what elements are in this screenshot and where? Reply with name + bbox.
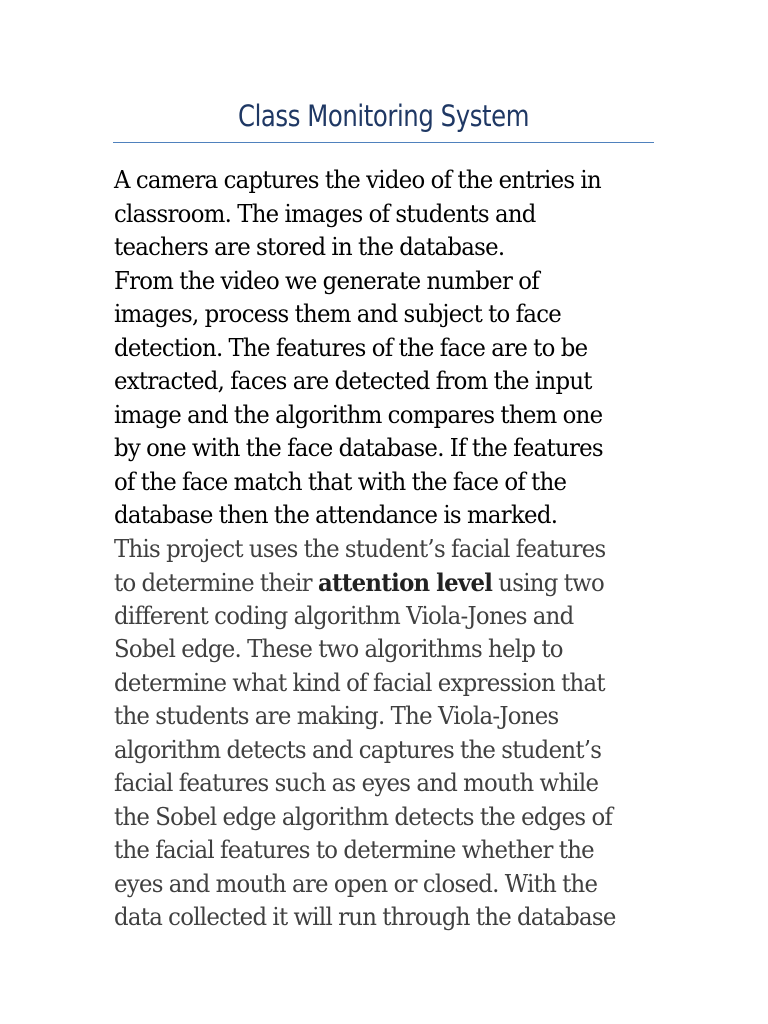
page-title: Class Monitoring System xyxy=(237,99,530,133)
text-line: image and the algorithm compares them one xyxy=(114,400,603,429)
text-line: images, process them and subject to face xyxy=(114,300,562,328)
title-underline-divider xyxy=(113,142,654,143)
text-line: determine what kind of facial expression that xyxy=(114,668,605,697)
paragraph-attention-level xyxy=(114,533,674,935)
text-segment: to determine their xyxy=(114,569,318,597)
text-line: Sobel edge. These two algorithms help to xyxy=(114,635,563,663)
text-line: database then the attendance is marked. xyxy=(114,501,558,529)
paragraph-face-detection xyxy=(114,265,674,533)
text-line: of the face match that with the face of the xyxy=(114,467,567,496)
text-line: different coding algorithm Viola-Jones and xyxy=(114,601,574,630)
text-line: the students are making. The Viola-Jones xyxy=(114,702,559,730)
text-line: eyes and mouth are open or closed. With the xyxy=(114,869,598,898)
text-line: classroom. The images of students and xyxy=(114,199,536,228)
paragraph-camera-capture xyxy=(114,164,674,265)
text-line: This project uses the student’s facial features xyxy=(114,534,606,563)
emphasized-term: attention level xyxy=(317,568,493,597)
text-line-with-emphasis xyxy=(114,566,646,600)
text-line: teachers are stored in the database. xyxy=(114,233,505,261)
text-line: From the video we generate number of xyxy=(114,266,539,295)
text-line: detection. The features of the face are to be xyxy=(114,333,588,362)
document-body xyxy=(114,164,674,935)
text-line: data collected it will run through the database xyxy=(114,903,616,931)
text-line: A camera captures the video of the entries in xyxy=(114,166,601,194)
text-line: facial features such as eyes and mouth while xyxy=(114,769,599,797)
text-line: the Sobel edge algorithm detects the edges of xyxy=(114,802,613,831)
text-line: extracted, faces are detected from the input xyxy=(114,367,592,395)
text-line: the facial features to determine whether the xyxy=(114,836,594,864)
text-segment: using two xyxy=(492,569,604,597)
text-line: by one with the face database. If the features xyxy=(114,434,603,462)
text-line: algorithm detects and captures the student’s xyxy=(114,735,602,764)
